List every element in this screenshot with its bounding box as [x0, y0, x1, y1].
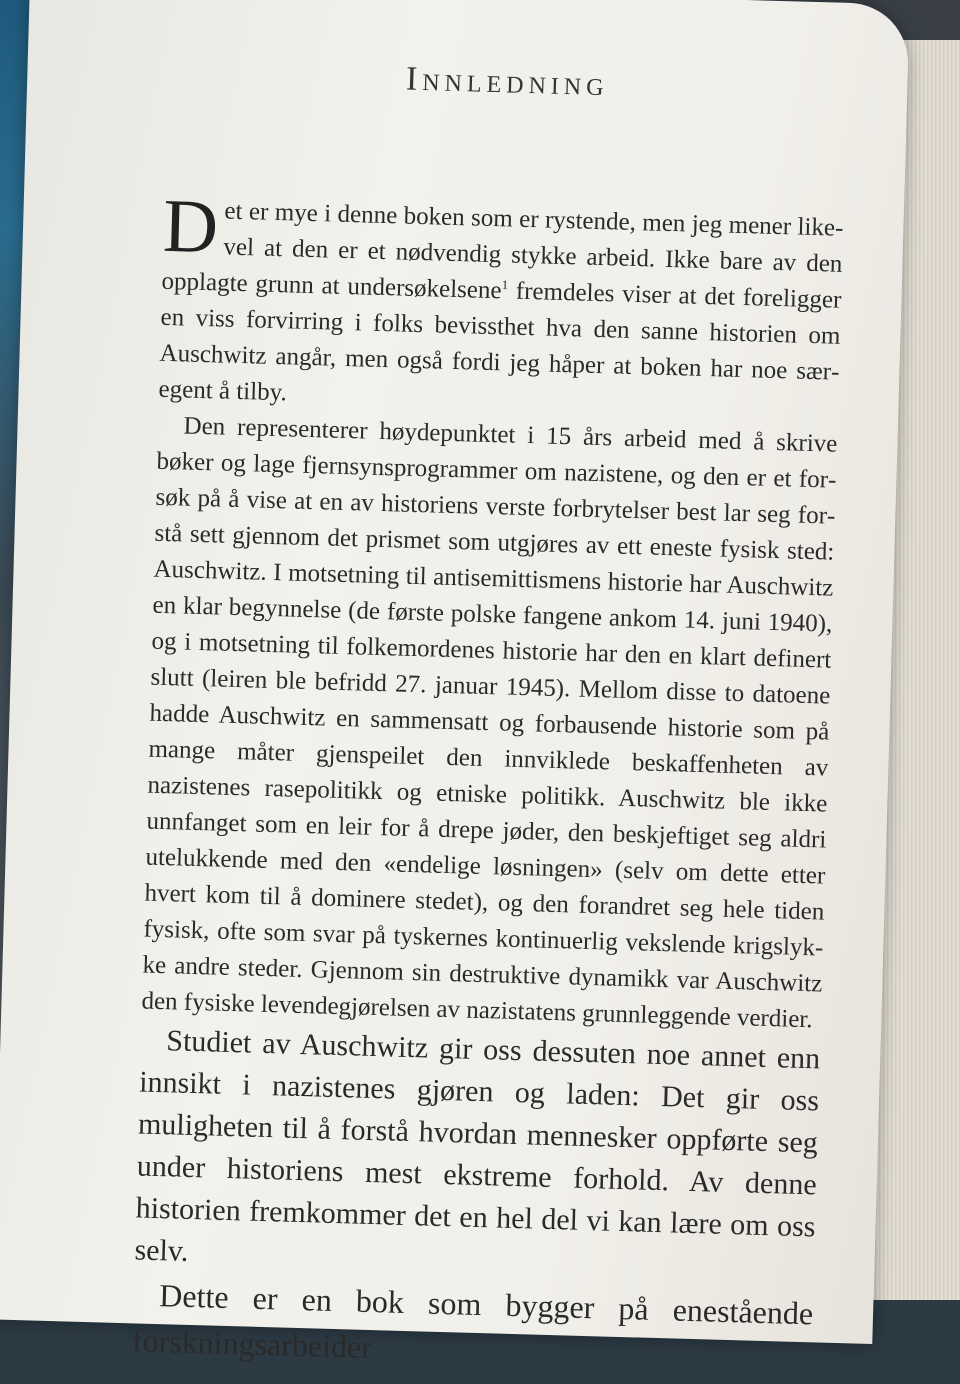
paragraph-4: Dette er en bok som bygger på enestående forskningsarbeider: [131, 1277, 814, 1366]
paragraph-3: Studiet av Auschwitz gir oss dessuten noe annet enn innsikt i nazistenes gjøren og laden: Det gir oss muligheten til å forstå hvordan mennesker oppførte seg under historiens mest ekstreme forhold. Av denne historien fremkommer det en hel del vi kan lære om oss selv.: [134, 1024, 821, 1268]
drop-cap: D: [162, 183, 220, 270]
paragraph-2: Den representerer høydepunktet i 15 års arbeid med å skrive bøker og lage fjernsynsprogrammer om nazistene, og den er et forsøk på å vise at en av historiens verste forbrytelser best lar seg forstå sett gjennom det prismet som utgjøres av ett eneste fysisk sted: Auschwitz. I motsetning til antisemittismens historie har Auschwitz en klar begynnelse (de første polske fangene ankom 14. juni 1940), og i motsetning til folkemordenes historie har den en klart definert slutt (leiren ble befridd 27. januar 1945). Mellom disse to datoene hadde Auschwitz en sammensatt og forbausende historie som på mange måter gjenspeilet den innviklede beskaffenheten av nazistenes rasepolitikk og etniske politikk. Auschwitz ble ikke unnfanget som en leir for å drepe jøder, den beskjeftiget seg aldri utelukkende med den «endelige løsningen» (selv om dette etter hvert kom til å dominere stedet), og den forandret seg hele tiden fysisk, ofte som svar på tyskernes kontinuerlig vekslende krigslykke andre steder. Gjennom sin destruktive dynamikk var Auschwitz den fysiske levendegjørelsen av nazistatens grunnleggende verdier.: [141, 412, 838, 1034]
paragraph-1-text-a: et er mye i denne boken som er rystende, men jeg mener likevel at den er et nødvendig stykke arbeid. Ikke bare av den opplagte grunn at undersøkelsene: [161, 197, 844, 305]
paragraph-1-text-b: fremdeles viser at det foreligger en viss forvirring i folks bevissthet hva den sanne historien om Auschwitz angår, men også fordi jeg håper at boken har noe særegent å tilby.: [158, 277, 842, 407]
page-content: [131, 54, 847, 1382]
paragraph-1: [158, 183, 844, 427]
chapter-title: Innledning: [405, 60, 610, 104]
footnote-marker: 1: [501, 276, 509, 293]
